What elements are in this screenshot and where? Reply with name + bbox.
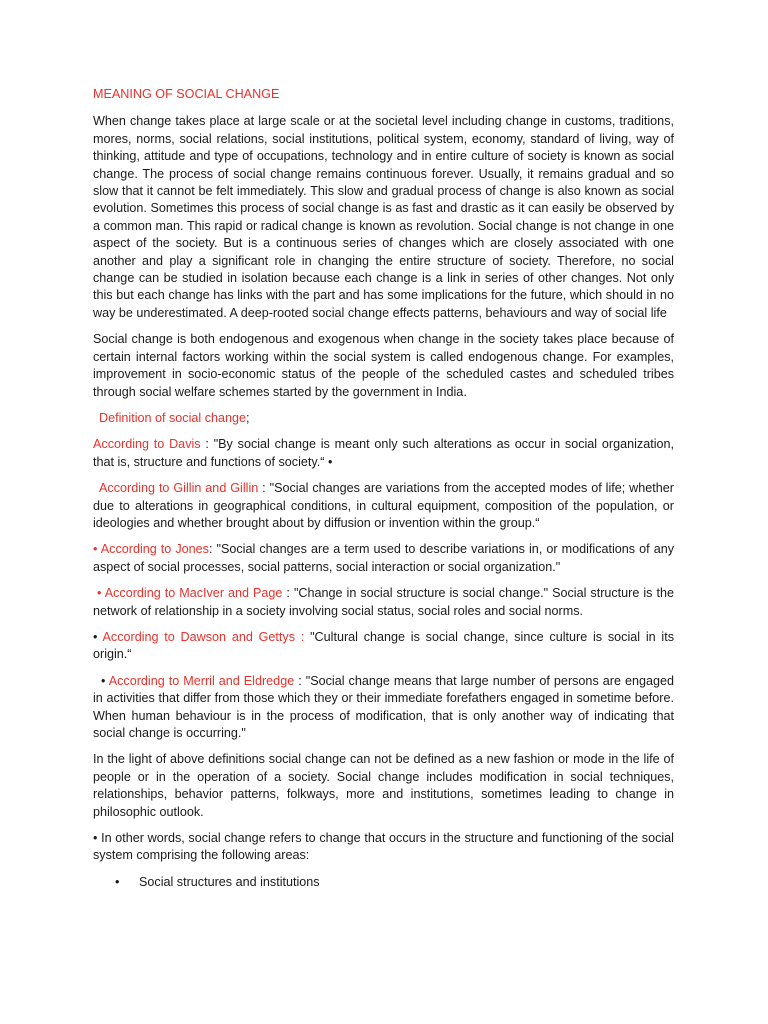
definition-source: According to Dawson and Gettys :	[102, 629, 305, 644]
definition-separator: :	[258, 481, 270, 496]
definition-bullet: •	[93, 629, 103, 644]
definition-text: "Change in social structure is social change." Social structure is the network of relationship in a society involving social status, social roles and social norms.	[93, 586, 674, 618]
definition-text: "Social change means that large number of persons are engaged in activities that differ from those which they or their immediate forefathers engaged in sometime before. When human behaviour is in the process of modification, that is only another way of indicating that social change is occurring."	[93, 673, 674, 740]
definition-separator: :	[208, 542, 217, 557]
definition-heading	[99, 410, 674, 427]
definition-heading-label: Definition of social change	[99, 410, 247, 425]
definition-source: According to Merril and Eldredge	[108, 673, 295, 688]
definition-merril	[93, 673, 674, 743]
definition-text: "Social changes are variations from the accepted modes of life; whether due to alterations in geographical conditions, in cultural equipment, composition of the population, or ideologies and whether brought about by diffusion or invention within the group.“	[93, 481, 674, 530]
definition-gillin	[93, 480, 674, 532]
page-title: MEANING OF SOCIAL CHANGE	[93, 87, 280, 101]
definition-separator: :	[200, 437, 214, 452]
areas-list	[93, 874, 674, 891]
definition-source: According to Gillin and Gillin	[99, 481, 259, 496]
list-item	[115, 874, 674, 891]
definition-source: According to Davis	[93, 437, 201, 452]
definition-bullet: •	[101, 673, 109, 688]
document-page	[93, 86, 674, 891]
areas-paragraph: • In other words, social change refers to change that occurs in the structure and functioning of the social system comprising the following areas:	[93, 831, 674, 863]
bullet-icon: •	[115, 874, 120, 889]
definition-davis	[93, 436, 674, 471]
definition-dawson	[93, 629, 674, 664]
definition-source: According to MacIver and Page	[104, 586, 283, 601]
definition-bullet: •	[97, 586, 105, 601]
definition-jones	[93, 541, 674, 576]
definition-heading-suffix: ;	[246, 410, 250, 425]
definition-separator: :	[282, 586, 294, 601]
list-item-label: Social structures and institutions	[139, 874, 320, 889]
definition-source: According to Jones	[100, 542, 209, 557]
definition-text: "Social changes are a term used to describe variations in, or modifications of any aspect of social processes, social patterns, social interaction or social organization."	[93, 542, 674, 574]
definition-text: "Cultural change is social change, since culture is social in its origin.“	[93, 629, 675, 662]
definition-maciver	[93, 585, 674, 620]
intro-paragraph: When change takes place at large scale or at the societal level including change in customs, traditions, mores, norms, social relations, social institutions, political system, economy, standard of living, way of thinking, attitude and type of occupations, technology and in entire culture of society is known as social change. The process of social change remains continuous forever. Usually, it remains gradual and so slow that it cannot be felt immediately. This slow and gradual process of change is also known as social evolution. Sometimes this process of social change is as fast and drastic as it can easily be observed by a common man. This rapid or radical change is known as revolution. Social change is not change in one aspect of the society. But is a continuous series of changes which are closely associated with one another and play a significant role in changing the entire structure of society. Therefore, no social change can be studied in isolation because each change is a link in series of other changes. Not only this but each change has links with the part and has some implications for the future, which should in no way be underestimated. A deep-rooted social change effects patterns, behaviours and way of social life	[93, 114, 674, 320]
definition-bullet: •	[93, 542, 101, 557]
definition-text: "By social change is meant only such alterations as occur in social organization, that is, structure and functions of society.“ •	[93, 437, 674, 469]
definition-separator: :	[294, 673, 306, 688]
conclusion-paragraph: In the light of above definitions social change can not be defined as a new fashion or mode in the life of people or in the operation of a society. Social change includes modification in social techniques, relationships, behavior patterns, folkways, more and institutions, sometimes leading to change in philosophic outlook.	[93, 752, 674, 819]
endogenous-paragraph: Social change is both endogenous and exogenous when change in the society takes place because of certain internal factors working within the social system is called endogenous change. For examples, improvement in socio-economic status of the people of the scheduled castes and scheduled tribes through social welfare schemes started by the government in India.	[93, 332, 674, 399]
